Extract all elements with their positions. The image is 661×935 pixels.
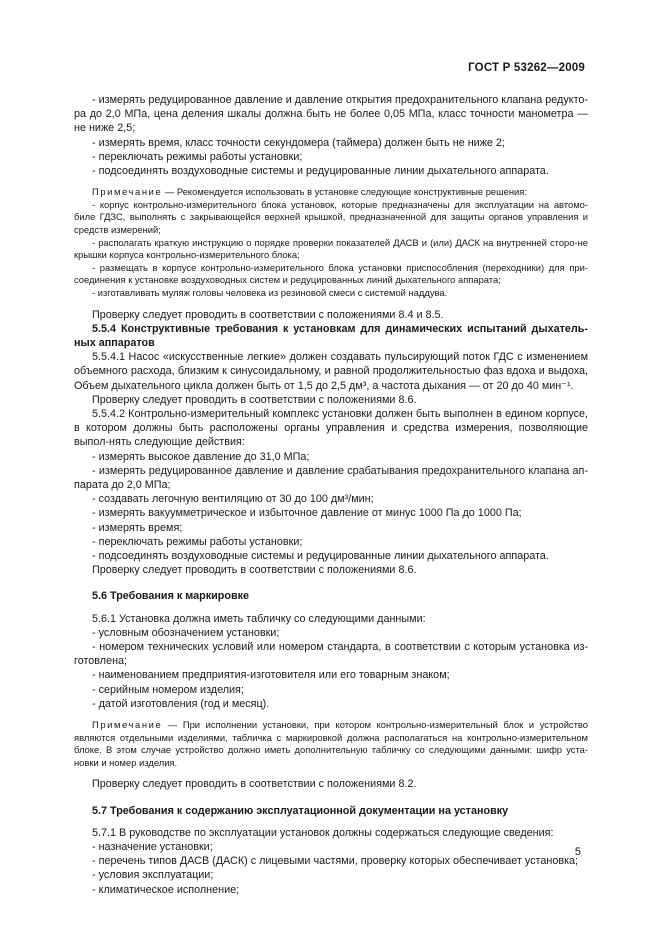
note-text: — При исполнении установки, при котором контрольно-измерительный блок и устройство являются отдельными изделиями, табличка с маркировкой должна располагаться на контрольно-измерительном блоке. В этом случае устройство должно иметь дополнительную табличку со следующими данными: шифр уста-новки и номер изделия.	[74, 719, 588, 768]
section-heading-5-5-4: 5.5.4 Конструктивные требования к установкам для динамических испытаний дыхатель-ных аппаратов	[74, 322, 588, 349]
list-item: - подсоединять воздуховодные системы и редуцированные линии дыхательного аппарата.	[92, 550, 549, 563]
verification-line: Проверку следует проводить в соответствии с положениями 8.2.	[92, 778, 417, 791]
verification-line: Проверку следует проводить в соответствии с положениями 8.6.	[92, 564, 417, 577]
list-item: - создавать легочную вентиляцию от 30 до 100 дм³/мин;	[92, 493, 374, 506]
list-item: - перечень типов ДАСВ (ДАСК) с лицевыми частями, проверку которых обеспечивает установка;	[92, 855, 579, 868]
list-item: - переключать режимы работы установки;	[92, 150, 303, 163]
list-item: - климатическое исполнение;	[92, 883, 240, 896]
list-item: - измерять редуцированное давление и давление открытия предохранительного клапана редукто-ра до 2,0 МПа, цена деления шкалы должна быть не более 0,05 МПа, класс точности манометра — не ниже 2,5;	[74, 94, 588, 135]
list-item: - датой изготовления (год и месяц).	[92, 697, 270, 710]
list-item: - подсоединять воздуховодные системы и редуцированные линии дыхательного аппарата.	[92, 165, 549, 178]
note-text: — Рекомендуется использовать в установке следующие конструктивные решения:	[162, 186, 527, 198]
list-item: - условным обозначением установки;	[92, 626, 280, 639]
paragraph-5-6-1: 5.6.1 Установка должна иметь табличку со следующими данными:	[92, 612, 426, 625]
note-item: - размещать в корпусе контрольно-измерительного блока установки приспособления (переходники) для при-соединения к установке воздуховодных систем и редуцированных линий дыхательного аппарата;	[74, 261, 588, 286]
note-paragraph	[74, 719, 588, 769]
standard-header: ГОСТ Р 53262—2009	[468, 62, 585, 74]
list-item: - измерять редуцированное давление и давление срабатывания предохранительного клапана ап-парата до 2,0 МПа;	[74, 464, 588, 491]
paragraph-5-5-4-1: 5.5.4.1 Насос «искусственные легкие» должен создавать пульсирующий поток ГДС с изменением объемного расхода, близким к синусоидальному, и равной продолжительностью фаз вдоха и выдоха, Объем дыхательного цикла должен быть от 1,5 до 2,5 дм³, а частота дыхания — от 20 до 40 мин⁻¹.	[74, 351, 588, 392]
note-item: - изготавливать муляж головы человека из резиновой смеси с системой наддува.	[92, 286, 448, 298]
note-label: Примечание	[92, 186, 163, 198]
list-item: - номером технических условий или номером стандарта, в соответствии с которым установка из-готовлена;	[74, 641, 588, 668]
paragraph-5-7-1: 5.7.1 В руководстве по эксплуатации установок должны содержаться следующие сведения:	[92, 826, 554, 839]
page-number: 5	[574, 846, 581, 858]
note-label: Примечание	[92, 719, 163, 731]
list-item: - условия эксплуатации;	[92, 869, 214, 882]
section-heading-5-7: 5.7 Требования к содержанию эксплуатационной документации на установку	[92, 804, 509, 817]
note-item: - корпус контрольно-измерительного блока установок, которые предназначены для эксплуатации на автомо-биле ГДЗС, выполнять с закрывающейся верхней крышкой, предназначенной для защиты органов управления и средств измерений;	[74, 198, 588, 235]
list-item: - переключать режимы работы установки;	[92, 535, 303, 548]
list-item: - измерять высокое давление до 31,0 МПа;	[92, 450, 310, 463]
paragraph-5-5-4-2: 5.5.4.2 Контрольно-измерительный комплекс установки должен быть выполнен в едином корпусе, в котором должны быть расположены органы управления и средства измерения, позволяющие выпол-нять следующие действия:	[74, 407, 588, 449]
list-item: - серийным номером изделия;	[92, 683, 244, 696]
list-item: - наименованием предприятия-изготовителя или его товарным знаком;	[92, 669, 450, 682]
page-content	[74, 93, 588, 897]
list-item: - измерять время;	[92, 521, 183, 534]
list-item: - измерять время, класс точности секундомера (таймера) должен быть не ниже 2;	[92, 136, 505, 149]
note-item: - располагать краткую инструкцию о порядке проверки показателей ДАСВ и (или) ДАСК на внутренней сторо-не крышки корпуса контрольно-измерительного блока;	[74, 236, 588, 261]
verification-line: Проверку следует проводить в соответствии с положениями 8.4 и 8.5.	[92, 308, 444, 321]
list-item: - назначение установки;	[92, 841, 213, 854]
note-paragraph	[74, 186, 588, 199]
verification-line: Проверку следует проводить в соответствии с положениями 8.6.	[92, 393, 417, 406]
section-heading-5-6: 5.6 Требования к маркировке	[92, 590, 249, 603]
list-item: - измерять вакуумметрическое и избыточное давление от минус 1000 Па до 1000 Па;	[92, 507, 522, 520]
